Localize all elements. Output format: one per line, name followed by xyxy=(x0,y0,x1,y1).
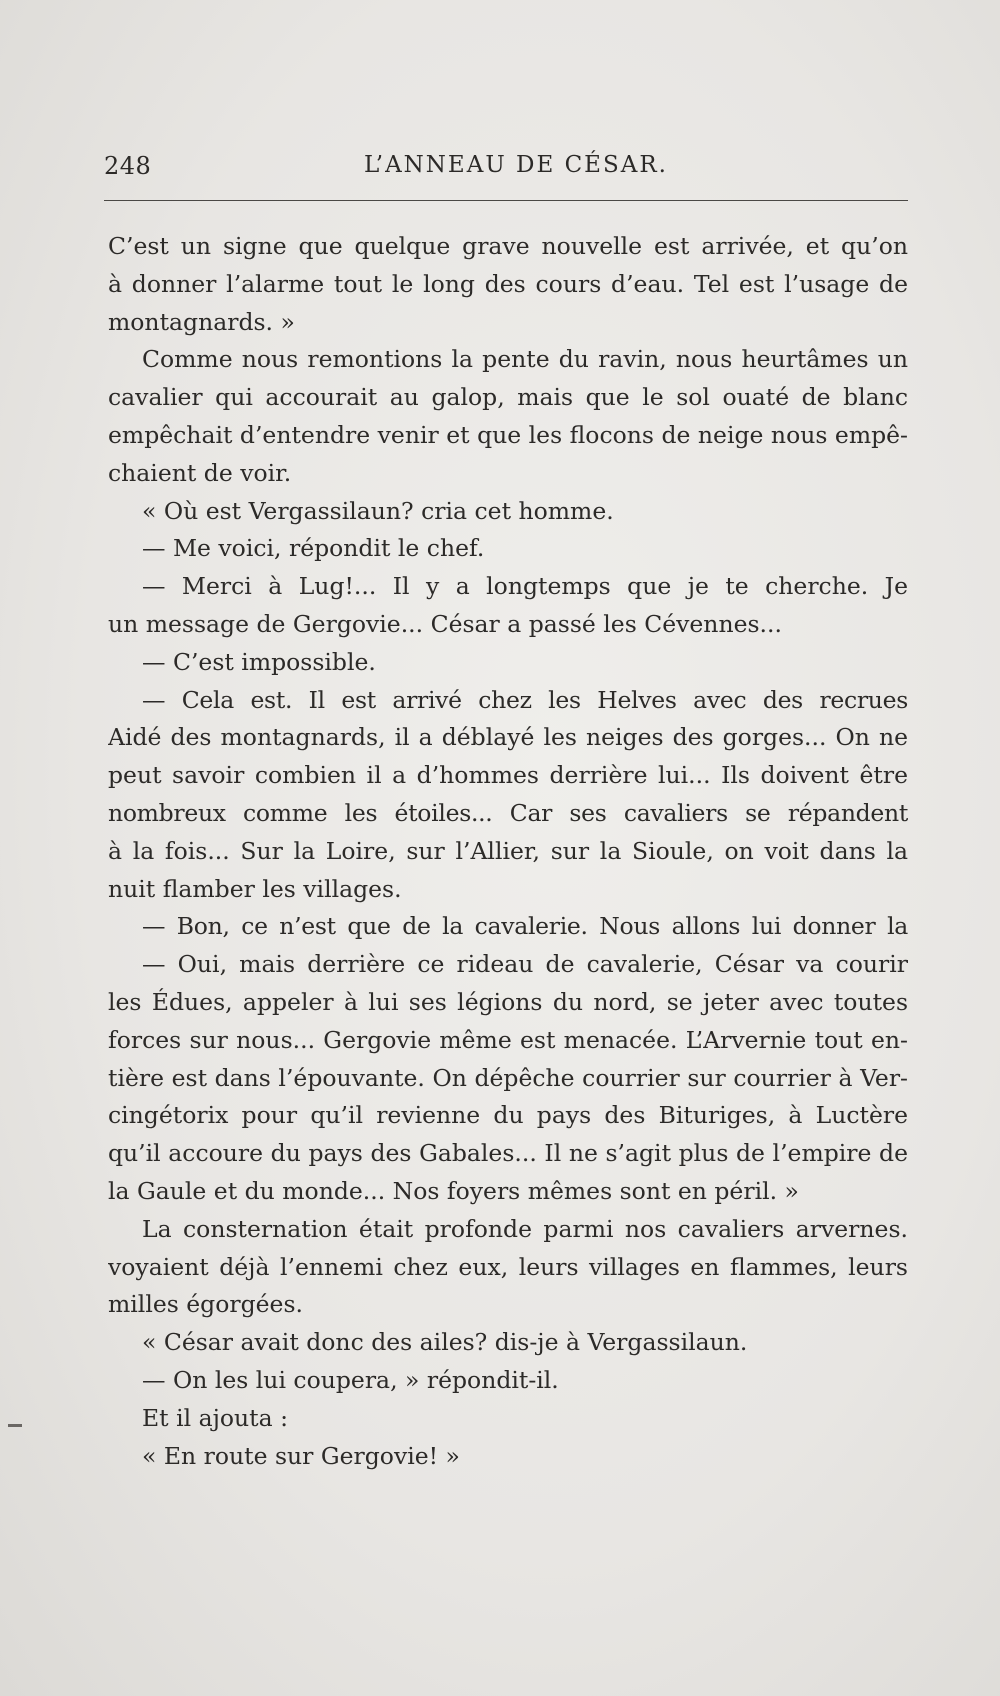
text-line: tière est dans l’épouvante. On dépêche courrier sur courrier à Ver- xyxy=(108,1063,908,1092)
text-line: empêchait d’entendre venir et que les flocons de neige nous empê- xyxy=(108,420,908,449)
text-line: Et il ajouta : xyxy=(142,1403,288,1432)
text-line: peut savoir combien il a d’hommes derrière lui... Ils doivent être xyxy=(108,761,908,790)
text-line: « César avait donc des ailes? dis-je à Vergassilaun. xyxy=(142,1328,748,1357)
text-line: cavalier qui accourait au galop, mais que le sol ouaté de blanc xyxy=(108,383,908,412)
text-line: forces sur nous... Gergovie même est menacée. L’Arvernie tout en- xyxy=(108,1025,908,1054)
text-line: cingétorix pour qu’il revienne du pays des Bituriges, à Luctère xyxy=(108,1101,908,1130)
text-line: nuit flamber les villages. xyxy=(108,874,402,903)
page-number: 248 xyxy=(104,152,152,180)
text-line: nombreux comme les étoiles... Car ses cavaliers se répandent xyxy=(108,798,908,827)
text-line: à donner l’alarme tout le long des cours d’eau. Tel est l’usage de xyxy=(108,269,908,298)
text-line: à la fois... Sur la Loire, sur l’Allier, sur la Sioule, on voit dans la xyxy=(108,836,908,865)
text-line: La consternation était profonde parmi nos cavaliers arvernes. xyxy=(142,1214,908,1243)
body-text xyxy=(108,228,908,1475)
text-line: voyaient déjà l’ennemi chez eux, leurs villages en flammes, leurs xyxy=(108,1252,908,1281)
text-line: chaient de voir. xyxy=(108,458,292,487)
text-line: C’est un signe que quelque grave nouvelle est arrivée, et qu’on xyxy=(108,232,908,260)
text-line: un message de Gergovie... César a passé les Cévennes... xyxy=(108,609,782,638)
margin-mark xyxy=(8,1424,22,1427)
text-line: « En route sur Gergovie! » xyxy=(142,1441,460,1470)
header-rule xyxy=(104,200,908,201)
text-line: — C’est impossible. xyxy=(142,647,376,676)
text-line: montagnards. » xyxy=(108,307,295,336)
text-line: — Bon, ce n’est que de la cavalerie. Nous allons lui donner la xyxy=(142,912,908,941)
text-line: les Édues, appeler à lui ses légions du nord, se jeter avec toutes xyxy=(108,987,908,1016)
text-line: « Où est Vergassilaun? cria cet homme. xyxy=(142,496,614,525)
running-head xyxy=(104,152,904,186)
text-line: — Me voici, répondit le chef. xyxy=(142,534,485,563)
text-line: — Cela est. Il est arrivé chez les Helves avec des recrues xyxy=(142,685,908,714)
text-line: Aidé des montagnards, il a déblayé les neiges des gorges... On ne xyxy=(108,723,908,752)
text-line: Comme nous remontions la pente du ravin, nous heurtâmes un xyxy=(142,345,908,374)
text-line: la Gaule et du monde... Nos foyers mêmes sont en péril. » xyxy=(108,1176,799,1205)
text-line: — Merci à Lug!... Il y a longtemps que je te cherche. Je xyxy=(142,572,908,601)
text-line: — Oui, mais derrière ce rideau de cavalerie, César va courir xyxy=(142,950,908,979)
text-line: qu’il accoure du pays des Gabales... Il ne s’agit plus de l’empire de xyxy=(108,1139,908,1168)
running-title: L’ANNEAU DE CÉSAR. xyxy=(364,152,668,178)
text-line: — On les lui coupera, » répondit-il. xyxy=(142,1365,559,1394)
text-line: milles égorgées. xyxy=(108,1290,303,1319)
